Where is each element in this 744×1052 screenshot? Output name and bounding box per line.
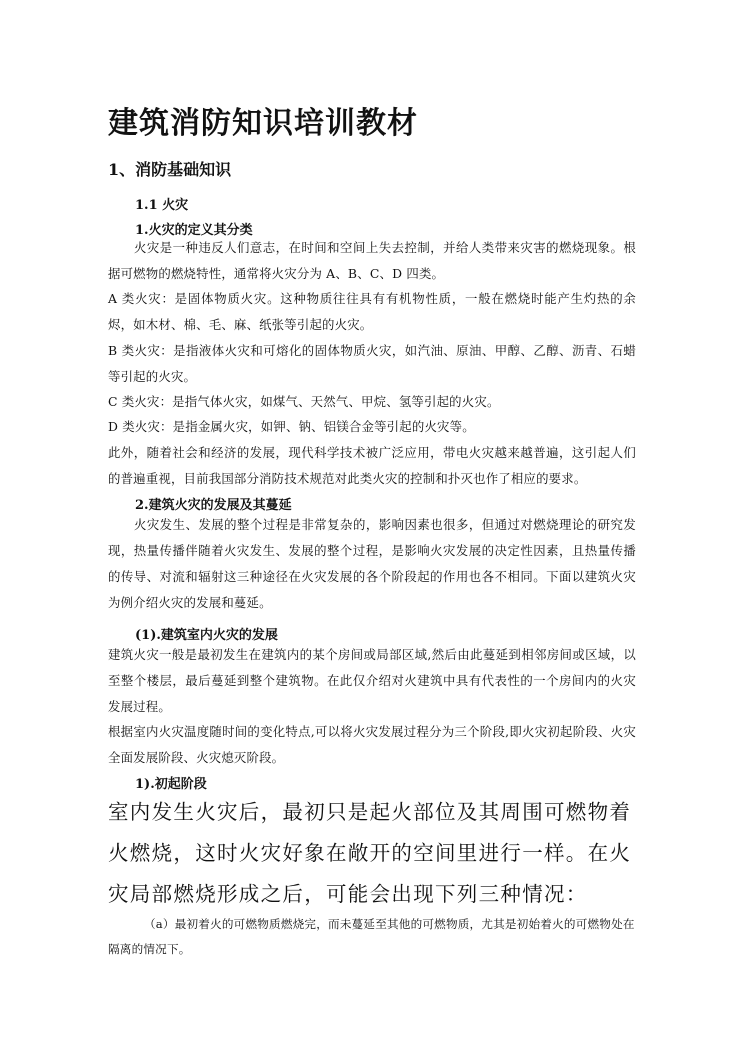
subsection-heading-fire-definition: 1.火灾的定义其分类 (135, 223, 253, 238)
paragraph-class-d: D 类火灾：是指金属火灾，如钾、钠、铝镁合金等引起的火灾等。 (108, 419, 475, 434)
paragraph-indoor-fire: 建筑火灾一般是最初发生在建筑内的某个房间或局部区域,然后由此蔓延到相邻房间或区域，以至整个楼层，最后蔓延到整个建筑物。在此仅介绍对火建筑中具有代表性的一个房间内的火灾发展过程。 (108, 647, 636, 714)
subsection-heading-indoor-fire: (1).建筑室内火灾的发展 (135, 628, 278, 643)
section-heading-1-1: 1.1 火灾 (135, 198, 189, 213)
paragraph-initial-stage-large: 室内发生火灾后，最初只是起火部位及其周围可燃物着火燃烧，这时火灾好象在敞开的空间里进行一样。在火灾局部燃烧形成之后，可能会出现下列三种情况： (108, 800, 632, 906)
subsection-heading-fire-development: 2.建筑火灾的发展及其蔓延 (135, 498, 292, 513)
paragraph-class-a: A 类火灾：是固体物质火灾。这种物质往往具有有机物性质，一般在燃烧时能产生灼热的余烬，如木材、棉、毛、麻、纸张等引起的火灾。 (108, 291, 636, 332)
paragraph-class-b: B 类火灾：是指液体火灾和可熔化的固体物质火灾，如汽油、原油、甲醇、乙醇、沥青、石蜡等引起的火灾。 (108, 343, 636, 384)
section-heading-1: 1、消防基础知识 (108, 160, 232, 179)
paragraph-case-a: （a）最初着火的可燃物质燃烧完，而未蔓延至其他的可燃物质，尤其是初始着火的可燃物处在隔离的情况下。 (108, 917, 635, 956)
paragraph-electric-fire: 此外，随着社会和经济的发展，现代科学技术被广泛应用，带电火灾越来越普遍，这引起人们的普遍重视，目前我国部分消防技术规范对此类火灾的控制和扑灭也作了相应的要求。 (108, 445, 636, 486)
paragraph-fire-definition: 火灾是一种违反人们意志，在时间和空间上失去控制，并给人类带来灾害的燃烧现象。根据可燃物的燃烧特性，通常将火灾分为 A、B、C、D 四类。 (108, 240, 636, 281)
document-title: 建筑消防知识培训教材 (108, 106, 418, 141)
subsection-heading-initial-stage: 1).初起阶段 (135, 777, 207, 792)
paragraph-fire-stages: 根据室内火灾温度随时间的变化特点,可以将火灾发展过程分为三个阶段,即火灾初起阶段、火灾全面发展阶段、火灾熄灭阶段。 (108, 724, 636, 765)
paragraph-class-c: C 类火灾：是指气体火灾，如煤气、天然气、甲烷、氢等引起的火灾。 (108, 394, 500, 409)
paragraph-fire-development: 火灾发生、发展的整个过程是非常复杂的，影响因素也很多，但通过对燃烧理论的研究发现，热量传播伴随着火灾发生、发展的整个过程，是影响火灾发展的决定性因素，且热量传播的传导、对流和辐射这三种途径在火灾发展的各个阶段起的作用也各不相同。下面以建筑火灾为例介绍火灾的发展和蔓延。 (108, 517, 636, 610)
